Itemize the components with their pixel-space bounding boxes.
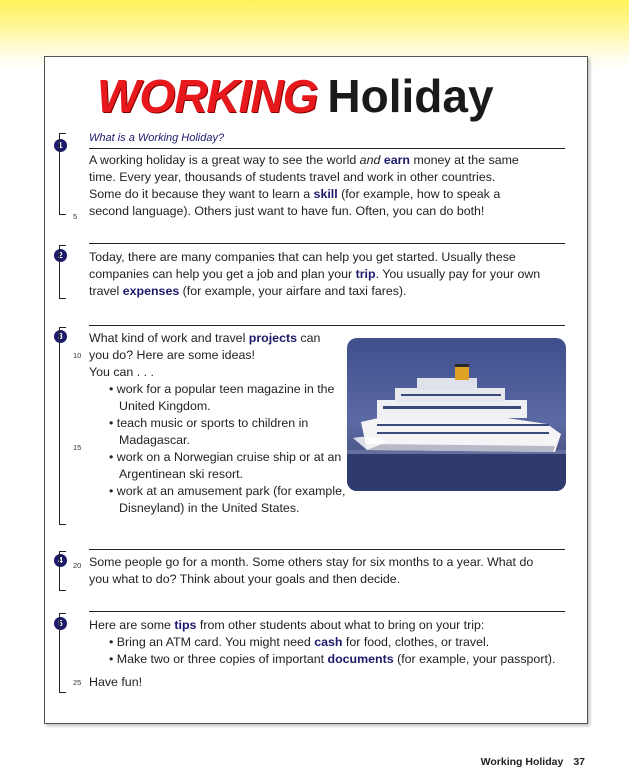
section-2-rule [89, 243, 565, 244]
line-number-10: 10 [73, 351, 82, 360]
section-3-bracket [59, 327, 66, 525]
section-1-number: 1 [54, 139, 67, 152]
page-title [97, 69, 494, 123]
footer-title: Working Holiday [480, 756, 564, 768]
s2-line-2: companies can help you get a job and plan your trip. You usually pay for your own [89, 267, 541, 281]
line-number-20: 20 [73, 561, 82, 570]
s3-bullet-4: • work at an amusement park (for example, Disneyland) in the United States. [109, 484, 346, 515]
title-working: WORKING [97, 70, 318, 122]
s3-bullet-3: • work on a Norwegian cruise ship or at an Argentinean ski resort. [109, 450, 342, 481]
s5-bullet-2: • Make two or three copies of important documents (for example, your passport). [109, 652, 556, 666]
s1-line-1: A working holiday is a great way to see the world and earn money at the same [89, 153, 519, 167]
s1-line-2: time. Every year, thousands of students travel and work in other countries. [89, 170, 496, 184]
s3-line-1: What kind of work and travel projects can [89, 331, 321, 345]
section-1-bracket [59, 133, 66, 215]
section-5-rule [89, 611, 565, 612]
section-2-number: 2 [54, 249, 67, 262]
section-1-question: What is a Working Holiday? [89, 132, 225, 144]
section-2-bracket [59, 245, 66, 299]
page-number: 37 [573, 756, 585, 768]
s1-line-4: second language). Others just want to have fun. Often, you can do both! [89, 204, 485, 218]
s3-bullet-2: • teach music or sports to children in Madagascar. [109, 416, 309, 447]
line-number-25: 25 [73, 678, 82, 687]
s4-line-1: Some people go for a month. Some others stay for six months to a year. What do [89, 555, 534, 569]
section-5-bracket [59, 613, 66, 693]
s5-closing: Have fun! [89, 675, 143, 689]
section-3-number: 3 [54, 330, 67, 343]
title-holiday: Holiday [327, 70, 494, 122]
section-3-rule [89, 325, 565, 326]
section-4-number: 4 [54, 554, 67, 567]
page-card [44, 56, 588, 724]
section-4-rule [89, 549, 565, 550]
cruise-ship-illustration [347, 338, 566, 491]
section-2-text [89, 249, 540, 300]
s4-line-2: you what to do? Think about your goals and then decide. [89, 572, 401, 586]
section-1-rule [89, 148, 565, 149]
s5-bullet-1: • Bring an ATM card. You might need cash for food, clothes, or travel. [109, 635, 490, 649]
section-5-text [89, 617, 555, 691]
section-4-text [89, 554, 533, 588]
s1-line-3: Some do it because they want to learn a skill (for example, how to speak a [89, 187, 501, 201]
cruise-ship-photo [347, 338, 566, 491]
line-number-5: 5 [73, 212, 78, 221]
s5-line-1: Here are some tips from other students about what to bring on your trip: [89, 618, 485, 632]
section-3-text [89, 330, 351, 517]
s2-line-1: Today, there are many companies that can help you get started. Usually these [89, 250, 516, 264]
s3-line-3: You can . . . [89, 365, 154, 379]
s3-line-2: you do? Here are some ideas! [89, 348, 255, 362]
s2-line-3: travel expenses (for example, your airfare and taxi fares). [89, 284, 407, 298]
page-footer [481, 756, 585, 768]
section-1-text [89, 152, 519, 220]
section-5-number: 5 [54, 617, 67, 630]
line-number-15: 15 [73, 443, 82, 452]
section-4-bracket [59, 551, 66, 591]
s3-bullet-1: • work for a popular teen magazine in the United Kingdom. [109, 382, 335, 413]
